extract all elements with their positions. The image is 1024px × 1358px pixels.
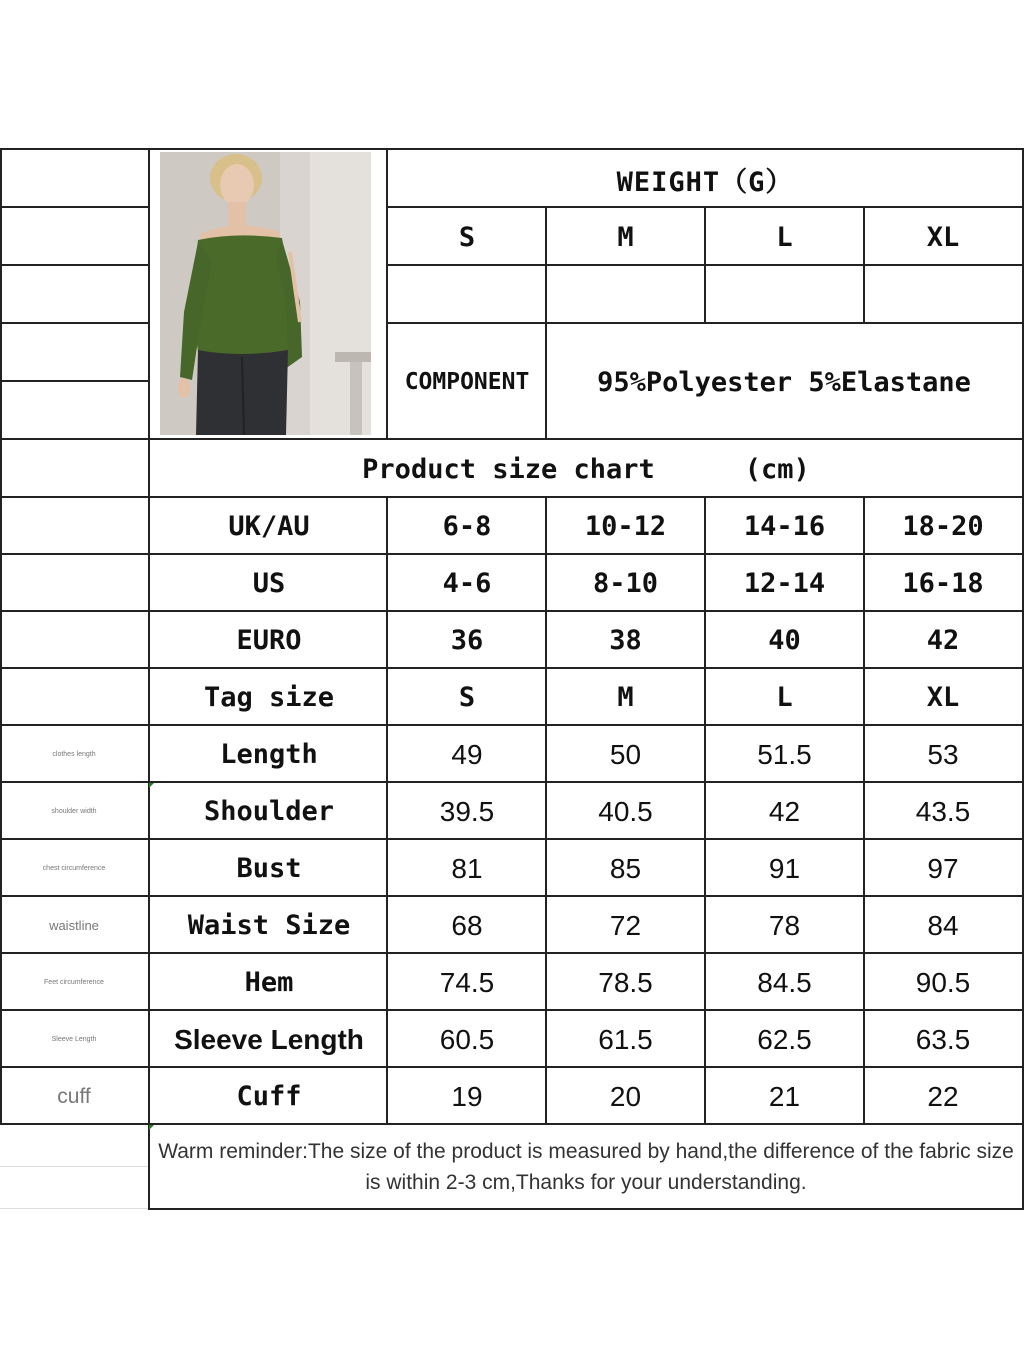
row-value: S [458, 682, 476, 713]
weight-size-m: M [617, 221, 634, 253]
weight-value-xl [864, 266, 1022, 324]
row-value: 38 [609, 625, 642, 656]
row-value: 60.5 [439, 1023, 495, 1055]
row-value: 51.5 [757, 738, 812, 770]
row-value: 74.5 [439, 966, 495, 998]
row-value: 43.5 [915, 795, 971, 827]
row-label: US [252, 568, 286, 599]
row-value: 40.5 [598, 795, 653, 827]
weight-size-xl: XL [926, 221, 960, 253]
row-value: 61.5 [598, 1023, 653, 1055]
row-left-note: Feet circumference [44, 979, 104, 986]
component-value: 95%Polyester 5%Elastane [597, 366, 971, 398]
row-value: XL [926, 682, 960, 713]
row-value: 78 [768, 909, 801, 941]
row-value: 39.5 [439, 795, 495, 827]
size-chart-title-row [150, 440, 1022, 498]
row-left-note [0, 498, 148, 555]
row-value: 78.5 [598, 966, 653, 998]
row-value: 10-12 [584, 511, 667, 542]
row-value: 4-6 [442, 568, 492, 599]
row-left-note [0, 555, 148, 612]
row-label: UK/AU [228, 511, 310, 542]
row-label: Cuff [236, 1081, 302, 1112]
grid-line [0, 1208, 148, 1209]
component-label: COMPONENT [404, 369, 530, 395]
row-left-note [0, 612, 148, 669]
row-value: 22 [927, 1080, 959, 1112]
row-value: 53 [927, 738, 959, 770]
row-value: M [617, 682, 634, 713]
row-value: 97 [927, 852, 959, 884]
row-value: 62.5 [757, 1023, 812, 1055]
tick-mark [149, 783, 154, 788]
row-value: 19 [451, 1080, 483, 1112]
row-value: 6-8 [442, 511, 492, 542]
row-label: EURO [236, 625, 302, 656]
row-value: 20 [609, 1080, 642, 1112]
grid-line [148, 1208, 1024, 1210]
row-value: 12-14 [743, 568, 826, 599]
row-value: 42 [926, 625, 960, 656]
row-value: 36 [450, 625, 484, 656]
row-label: Waist Size [187, 910, 351, 941]
row-label: Hem [244, 967, 294, 998]
row-label: Sleeve Length [174, 1023, 364, 1055]
row-value: 84 [927, 909, 959, 941]
row-value: 50 [609, 738, 642, 770]
row-left-note [0, 669, 148, 726]
row-label: Bust [236, 853, 302, 884]
row-label: Length [220, 739, 318, 770]
weight-size-l: L [776, 221, 793, 253]
row-value: 42 [768, 795, 801, 827]
row-value: 90.5 [915, 966, 971, 998]
row-left-note: cuff [57, 1084, 91, 1108]
size-chart-title: Product size chart [362, 453, 655, 485]
model-photo-icon [160, 152, 371, 435]
warm-reminder: Warm reminder:The size of the product is measured by hand,the difference of the fabric size is within 2-3 cm,Thanks for your understanding. [158, 1140, 1014, 1194]
grid-line [0, 322, 148, 324]
grid-line [0, 206, 148, 208]
row-value: 49 [451, 738, 483, 770]
weight-value-m [546, 266, 705, 324]
row-value: 16-18 [902, 568, 984, 599]
weight-value-l [705, 266, 864, 324]
row-value: 91 [768, 852, 801, 884]
row-value: 63.5 [915, 1023, 971, 1055]
weight-title: WEIGHT（G） [616, 166, 794, 198]
row-value: 84.5 [757, 966, 812, 998]
row-left-note: waistline [49, 918, 99, 933]
row-value: 14-16 [743, 511, 826, 542]
grid-line [0, 1166, 148, 1167]
row-value: 40 [768, 625, 801, 656]
grid-line [0, 264, 148, 266]
row-value: 85 [609, 852, 642, 884]
row-left-note: shoulder width [51, 808, 97, 815]
row-value: 18-20 [902, 511, 984, 542]
row-left-note: Sleeve Length [51, 1036, 97, 1043]
weight-size-s: S [458, 221, 476, 253]
weight-value-s [388, 266, 546, 324]
row-label: Tag size [203, 682, 335, 713]
row-value: 81 [451, 852, 483, 884]
row-value: 21 [768, 1080, 801, 1112]
row-label: Shoulder [203, 796, 335, 827]
row-value: 68 [451, 909, 483, 941]
row-value: L [776, 682, 793, 713]
size-chart-unit: (cm) [744, 453, 810, 485]
row-value: 72 [609, 909, 642, 941]
row-left-note: clothes length [52, 751, 96, 758]
grid-line [0, 380, 148, 382]
row-left-note: chest circumference [42, 865, 106, 872]
row-value: 8-10 [592, 568, 659, 599]
